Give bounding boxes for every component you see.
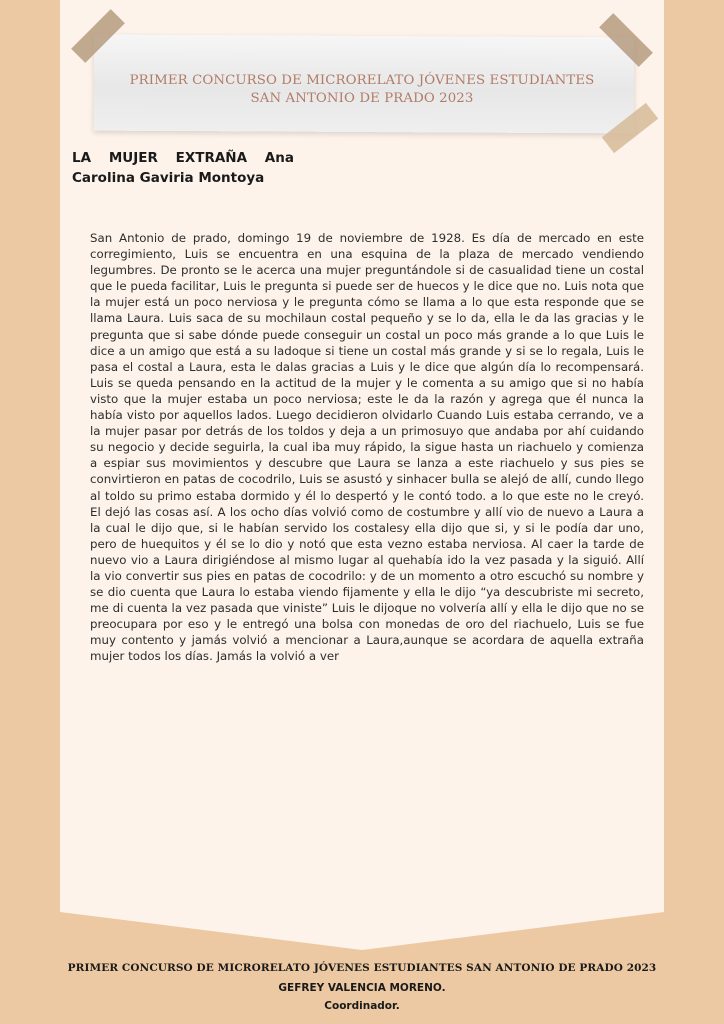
story-author-line: Carolina Gaviria Montoya — [72, 170, 265, 186]
story-heading — [72, 148, 294, 188]
footer-coordinator-role: Coordinador. — [324, 1000, 400, 1012]
contest-title-line2: SAN ANTONIO DE PRADO 2023 — [250, 91, 474, 106]
contest-title-line1: PRIMER CONCURSO DE MICRORELATO JÓVENES ESTUDIANTES — [129, 73, 595, 88]
footer-coordinator-name: GEFREY VALENCIA MORENO. — [278, 982, 446, 994]
story-title-line — [72, 148, 294, 168]
story-title-word: MUJER — [108, 150, 158, 166]
story-title-word: EXTRAÑA — [175, 150, 248, 166]
contest-title — [100, 72, 624, 108]
footer-contest-title: PRIMER CONCURSO DE MICRORELATO JÓVENES ESTUDIANTES SAN ANTONIO DE PRADO 2023 — [67, 962, 657, 974]
story-author-first-name: Ana — [264, 150, 294, 166]
story-body: San Antonio de prado, domingo 19 de noviembre de 1928. Es día de mercado en este corregimiento, Luis se encuentra en una esquina de la plaza de mercado vendiendo legumbres. De pronto se le acerca una mujer preguntándole si de casualidad tiene un costal que le pueda facilitar, Luis le pregunta si puede ser de huecos y le dice que no. Luis nota que la mujer está un poco nerviosa y le pregunta cómo se llama a lo que esta responde que se llama Laura. Luis saca de su mochilaun costal pequeño y se lo da, ella le da las gracias y le pregunta que si sabe dónde puede conseguir un costal un poco más grande a lo que Luis le dice a un amigo que está a su ladoque si tiene un costal más grande y si se lo regala, Luis le pasa el costal a Laura, esta le dalas gracias a Luis y le dice que algún día lo recompensará. Luis se queda pensando en la actitud de la mujer y le comenta a su amigo que si no había visto que la mujer estaba un poco nerviosa; este le da la razón y agrega que él nunca la había visto por aquellos lados. Luego decidieron olvidarlo Cuando Luis estaba cerrando, ve a la mujer pasar por detrás de los toldos y deja a un primosuyo que andaba por ahí cuidando su negocio y decide seguirla, la cual iba muy rápido, la sigue hasta un riachuelo y comienza a espiar sus movimientos y descubre que Laura se lanza a este riachuelo y sus pies se convirtieron en patas de cocodrilo, Luis se asustó y sinhacer bulla se alejó de allí, cundo llego al toldo su primo estaba dormido y él lo despertó y le contó todo. a lo que este no le creyó. El dejó las cosas así. A los ocho días volvió como de costumbre y allí vio de nuevo a Laura a la cual le dijo que, si le habían servido los costalesy ella dijo que si, y si le podía dar uno, pero de huequitos y él se lo dio y notó que esta vezno estaba nerviosa. Al caer la tarde de nuevo vio a Laura dirigiéndose al mismo lugar al quehabía ido la vez pasada y la siguió. Allí la vio convertir sus pies en patas de cocodrilo: y de un momento a otro escuchó su nombre y se dio cuenta que Laura lo estaba viendo fijamente y ella le dijo “ya descubriste mi secreto, me di cuenta la vez pasada que viniste” Luis le dijoque no volvería allí y ella le dijo que no se preocupara por eso y le entregó una bolsa con monedas de oro del riachuelo, Luis se fue muy contento y jamás volvió a mencionar a Laura,aunque se acordara de aquella extraña mujer todos los días. Jamás la volvió a ver — [90, 231, 644, 664]
story-title-word: LA — [72, 150, 92, 166]
